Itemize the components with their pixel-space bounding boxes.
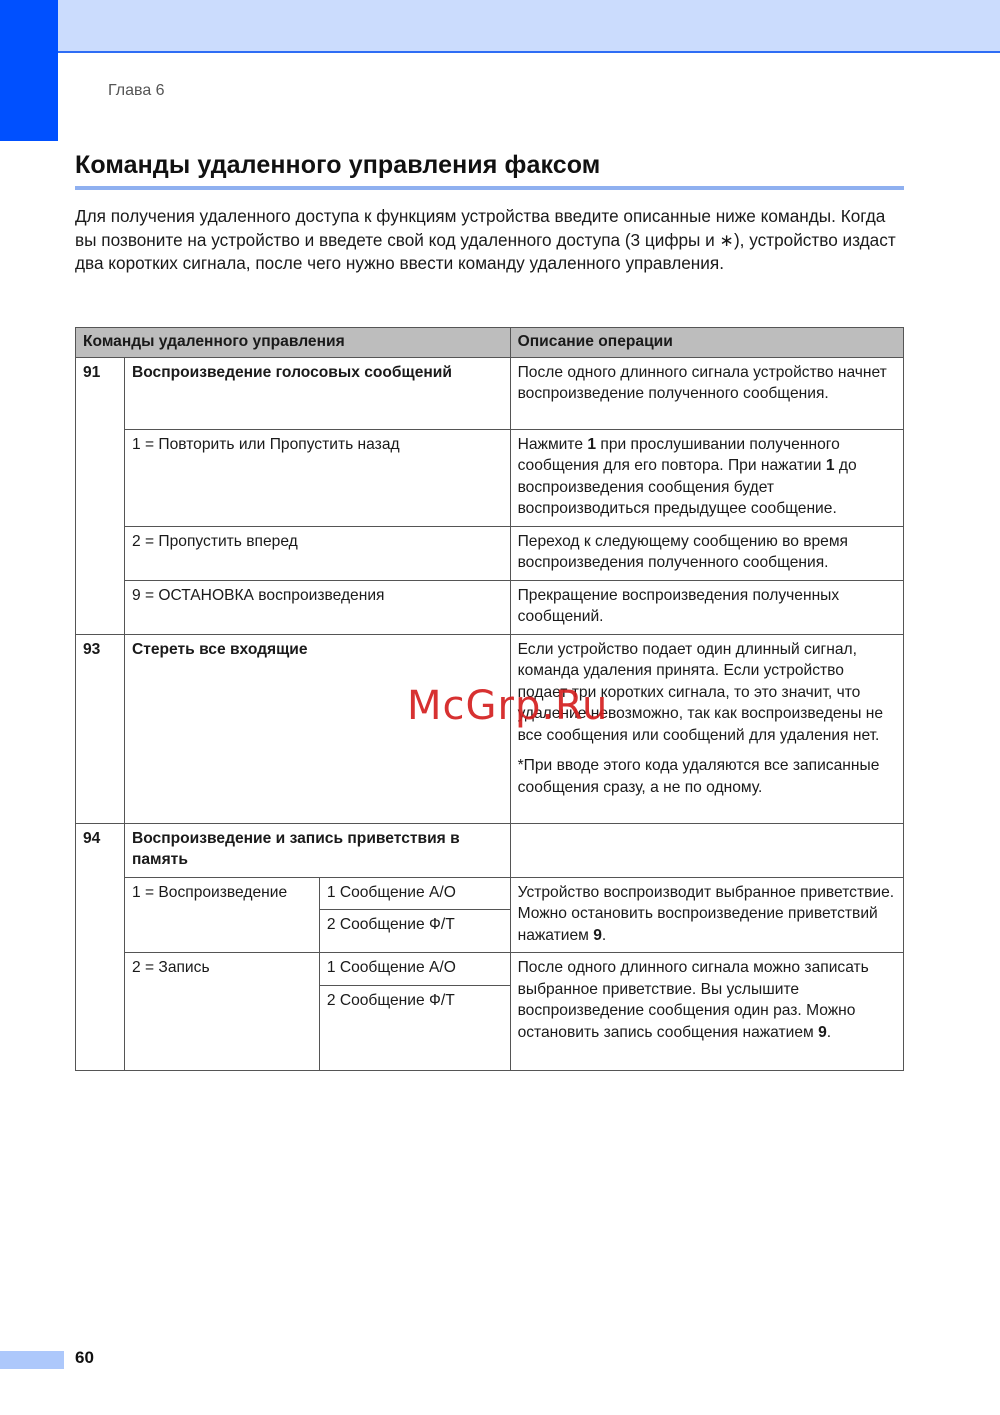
sub-command: 2 = Пропустить вперед [124, 526, 510, 580]
title-underline [75, 186, 904, 190]
key-label: 9 [593, 926, 602, 944]
desc-text: Если устройство подает один длинный сигнал, команда удаления принята. Если устройство подает три коротких сигнала, то это значит, что удаление невозможно, так как воспроизведены не все сообщения или сообщений для удаления нет. [517, 640, 884, 744]
desc-text: После одного длинного сигнала можно записать выбранное приветствие. Вы услышите воспроизведение сообщения один раз. Можно остановить запись сообщения нажатием [517, 959, 869, 1041]
desc-text: при прослушивании полученного сообщения для его повтора. При нажатии [517, 435, 840, 474]
command-description [510, 953, 903, 1071]
table-row [76, 823, 904, 877]
option: 2 Сообщение Ф/Т [319, 910, 510, 953]
sub-command: 1 = Повторить или Пропустить назад [124, 429, 510, 526]
table-row [76, 526, 904, 580]
desc-text: до воспроизведения сообщения будет воспроизводиться предыдущее сообщение. [517, 457, 857, 517]
watermark: McGrp.Ru [407, 683, 609, 729]
table-row [76, 877, 904, 910]
command-description [510, 429, 903, 526]
command-description [510, 877, 903, 953]
table-row [76, 953, 904, 986]
header-description: Описание операции [510, 328, 903, 358]
command-description: После одного длинного сигнала устройство начнет воспроизведение полученного сообщения. [510, 357, 903, 429]
page-number: 60 [75, 1348, 94, 1367]
option: 1 Сообщение А/О [319, 953, 510, 986]
intro-paragraph: Для получения удаленного доступа к функциям устройства введите описанные ниже команды. Когда вы позвоните на устройство и введете свой код удаленного доступа (3 цифры и ∗), устройство издаст два коротких сигнала, после чего нужно ввести команду удаленного управления. [75, 206, 896, 273]
key-label: 9 [818, 1023, 827, 1041]
sub-command: 1 = Воспроизведение [124, 877, 319, 953]
key-label: 1 [587, 435, 597, 453]
command-title: Воспроизведение и запись приветствия в память [124, 823, 510, 877]
sub-command: 9 = ОСТАНОВКА воспроизведения [124, 580, 510, 634]
desc-text: Нажмите [517, 435, 588, 453]
table-row [76, 429, 904, 526]
chapter-label: Глава 6 [108, 82, 165, 99]
command-code: 94 [76, 823, 125, 1070]
desc-text: . [601, 926, 607, 944]
command-title: Воспроизведение голосовых сообщений [124, 357, 510, 429]
command-description: Прекращение воспроизведения полученных сообщений. [510, 580, 903, 634]
command-code: 93 [76, 634, 125, 823]
option: 1 Сообщение А/О [319, 877, 510, 910]
command-code: 91 [76, 357, 125, 634]
command-description [510, 823, 903, 877]
table-row [76, 357, 904, 429]
header-band [0, 0, 1000, 53]
sub-command: 2 = Запись [124, 953, 319, 1071]
table-row [76, 580, 904, 634]
footer-bar [0, 1351, 64, 1369]
option: 2 Сообщение Ф/Т [319, 985, 510, 1070]
command-description: Переход к следующему сообщению во время воспроизведения полученного сообщения. [510, 526, 903, 580]
table-header-row [76, 328, 904, 358]
key-label: 1 [825, 457, 835, 474]
desc-note: *При вводе этого кода удаляются все записанные сообщения сразу, а не по одному. [517, 757, 880, 796]
command-title: Стереть все входящие [124, 634, 510, 823]
desc-text: . [826, 1023, 832, 1041]
header-commands: Команды удаленного управления [76, 328, 511, 358]
section-title: Команды удаленного управления факсом [75, 151, 601, 179]
desc-text: Устройство воспроизводит выбранное приветствие. Можно остановить воспроизведение приветствий нажатием [517, 883, 895, 944]
chapter-side-tab [0, 0, 58, 141]
